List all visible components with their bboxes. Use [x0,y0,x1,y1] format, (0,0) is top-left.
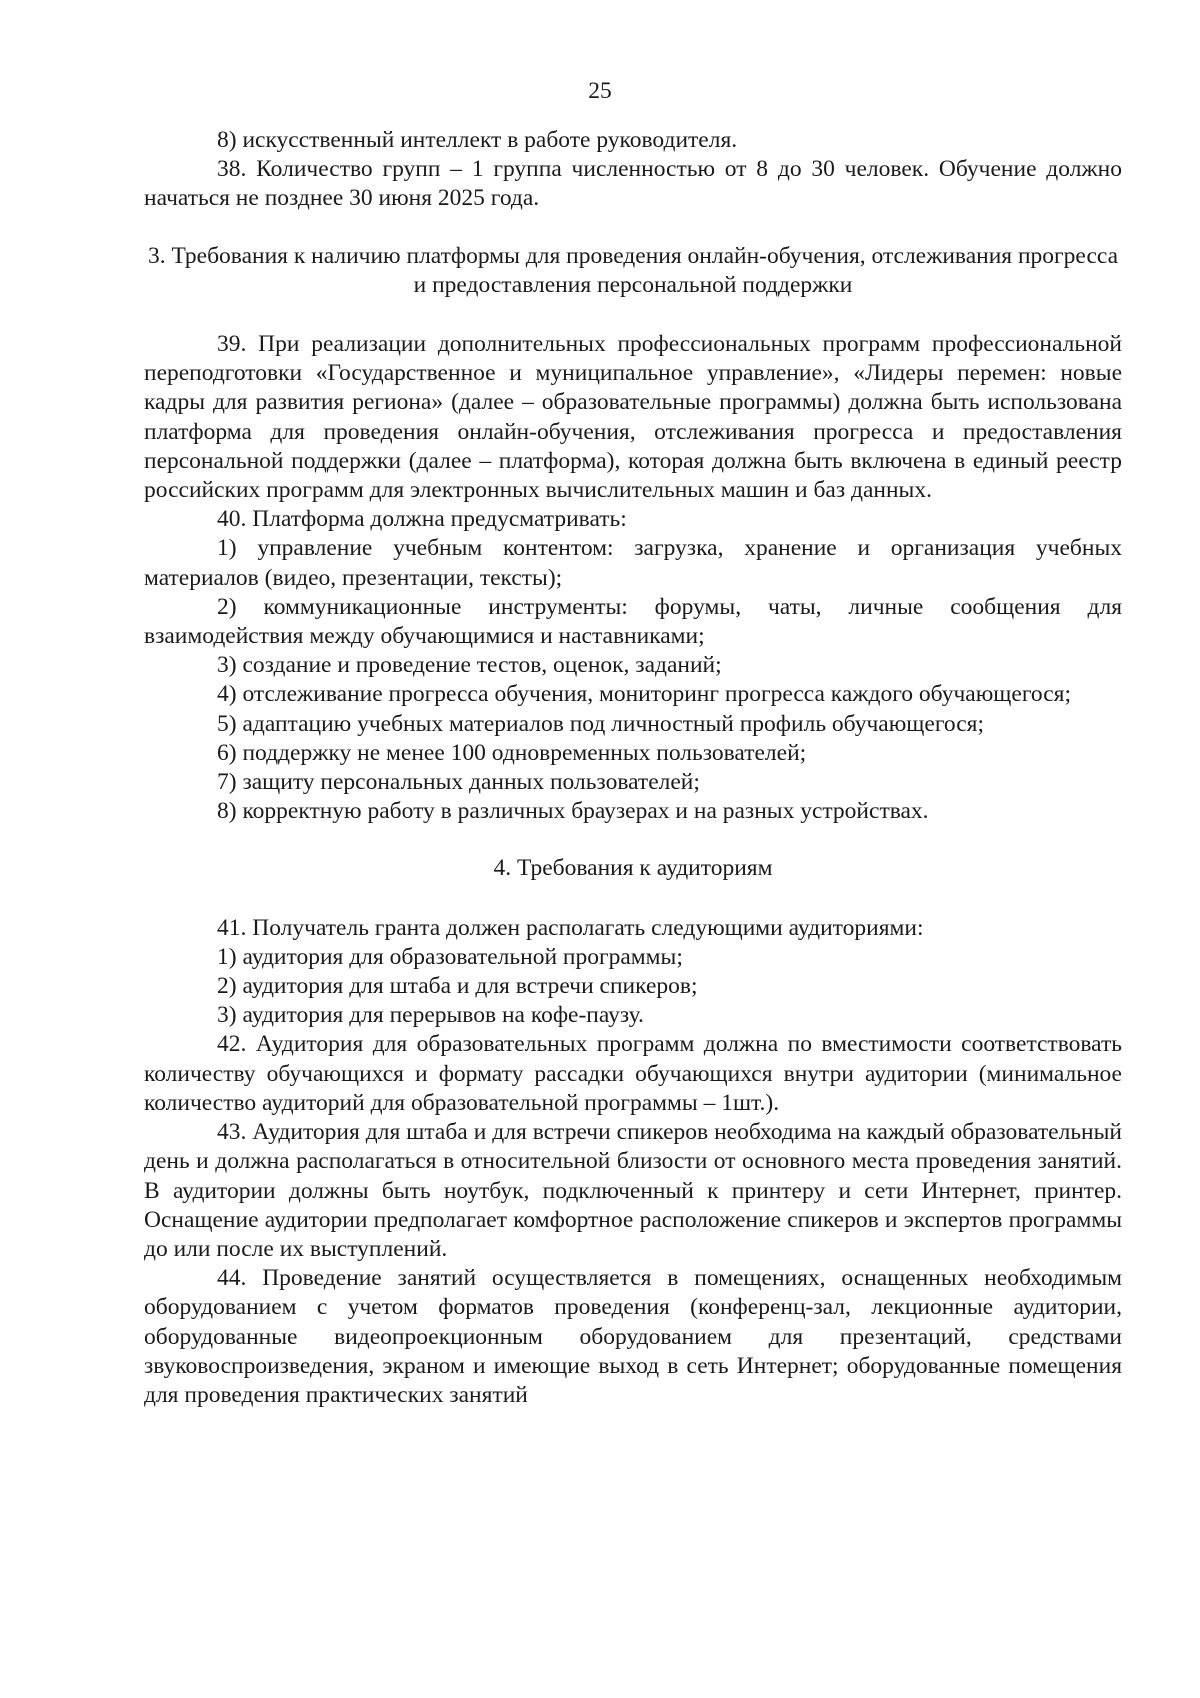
clause-41-item-1: 1) аудитория для образовательной программы; [217,943,683,970]
clause-40-item-5: 5) адаптацию учебных материалов под личностный профиль обучающегося; [217,710,984,737]
clause-40-item-4: 4) отслеживание прогресса обучения, мониторинг прогресса каждого обучающегося; [217,681,1071,708]
clause-40-item-8: 8) корректную работу в различных браузерах и на разных устройствах. [217,798,929,825]
clause-44: 44. Проведение занятий осуществляется в помещениях, оснащенных необходимым оборудованием с учетом форматов проведения (конференц-зал, лекционные аудитории, оборудованные видеопроекционным оборудованием для презентаций, средствами звуковоспроизведения, экраном и имеющие выход в сеть Интернет; оборудованные помещения для проведения практических занятий [144,1265,1122,1408]
clause-40-item-2: 2) коммуникационные инструменты: форумы, чаты, личные сообщения для взаимодействия между обучающимися и наставниками; [144,593,1122,650]
clause-41-item-3: 3) аудитория для перерывов на кофе-паузу. [217,1002,644,1029]
clause-38: 38. Количество групп – 1 группа численностью от 8 до 30 человек. Обучение должно начаться не позднее 30 июня 2025 года. [144,156,1122,212]
list-item-8: 8) искусственный интеллект в работе руководителя. [217,127,738,153]
clause-39: 39. При реализации дополнительных профессиональных программ профессиональной переподготовки «Государственное и муниципальное управление», «Лидеры перемен: новые кадры для развития региона» (далее – образовательные программы) должна быть использована платформа для проведения онлайн-обучения, отслеживания прогресса и предоставления персональной поддержки (далее – платформа), которая должна быть включена в единый реестр российских программ для электронных вычислительных машин и баз данных. [144,331,1122,504]
clause-40: 40. Платформа должна предусматривать: [217,506,627,533]
clause-41: 41. Получатель гранта должен располагать следующими аудиториями: [217,914,924,941]
clause-40-item-1: 1) управление учебным контентом: загрузка, хранение и организация учебных материалов (видео, презентации, тексты); [144,535,1122,591]
clause-40-item-7: 7) защиту персональных данных пользователей; [217,769,700,796]
clause-41-item-2: 2) аудитория для штаба и для встречи спикеров; [217,973,698,1000]
section-heading-3: 3. Требования к наличию платформы для проведения онлайн-обучения, отслеживания прогресса и предоставления персональной поддержки [147,242,1119,298]
clause-42: 42. Аудитория для образовательных программ должна по вместимости соответствовать количеству обучающихся и формату рассадки обучающихся внутри аудитории (минимальное количество аудиторий для образовательной программы – 1шт.). [144,1031,1122,1116]
clause-40-item-3: 3) создание и проведение тестов, оценок, заданий; [217,652,722,679]
section-heading-4: 4. Требования к аудиториям [493,855,773,882]
clause-40-item-6: 6) поддержку не менее 100 одновременных пользователей; [217,739,807,766]
document-body [144,126,1122,1410]
page-number: 25 [588,78,612,104]
clause-43: 43. Аудитория для штаба и для встречи спикеров необходима на каждый образовательный день и должна располагаться в относительной близости от основного места проведения занятий. В аудитории должны быть ноутбук, подключенный к принтеру и сети Интернет, принтер. Оснащение аудитории предполагает комфортное расположение спикеров и экспертов программы до или после их выступлений. [144,1119,1122,1262]
